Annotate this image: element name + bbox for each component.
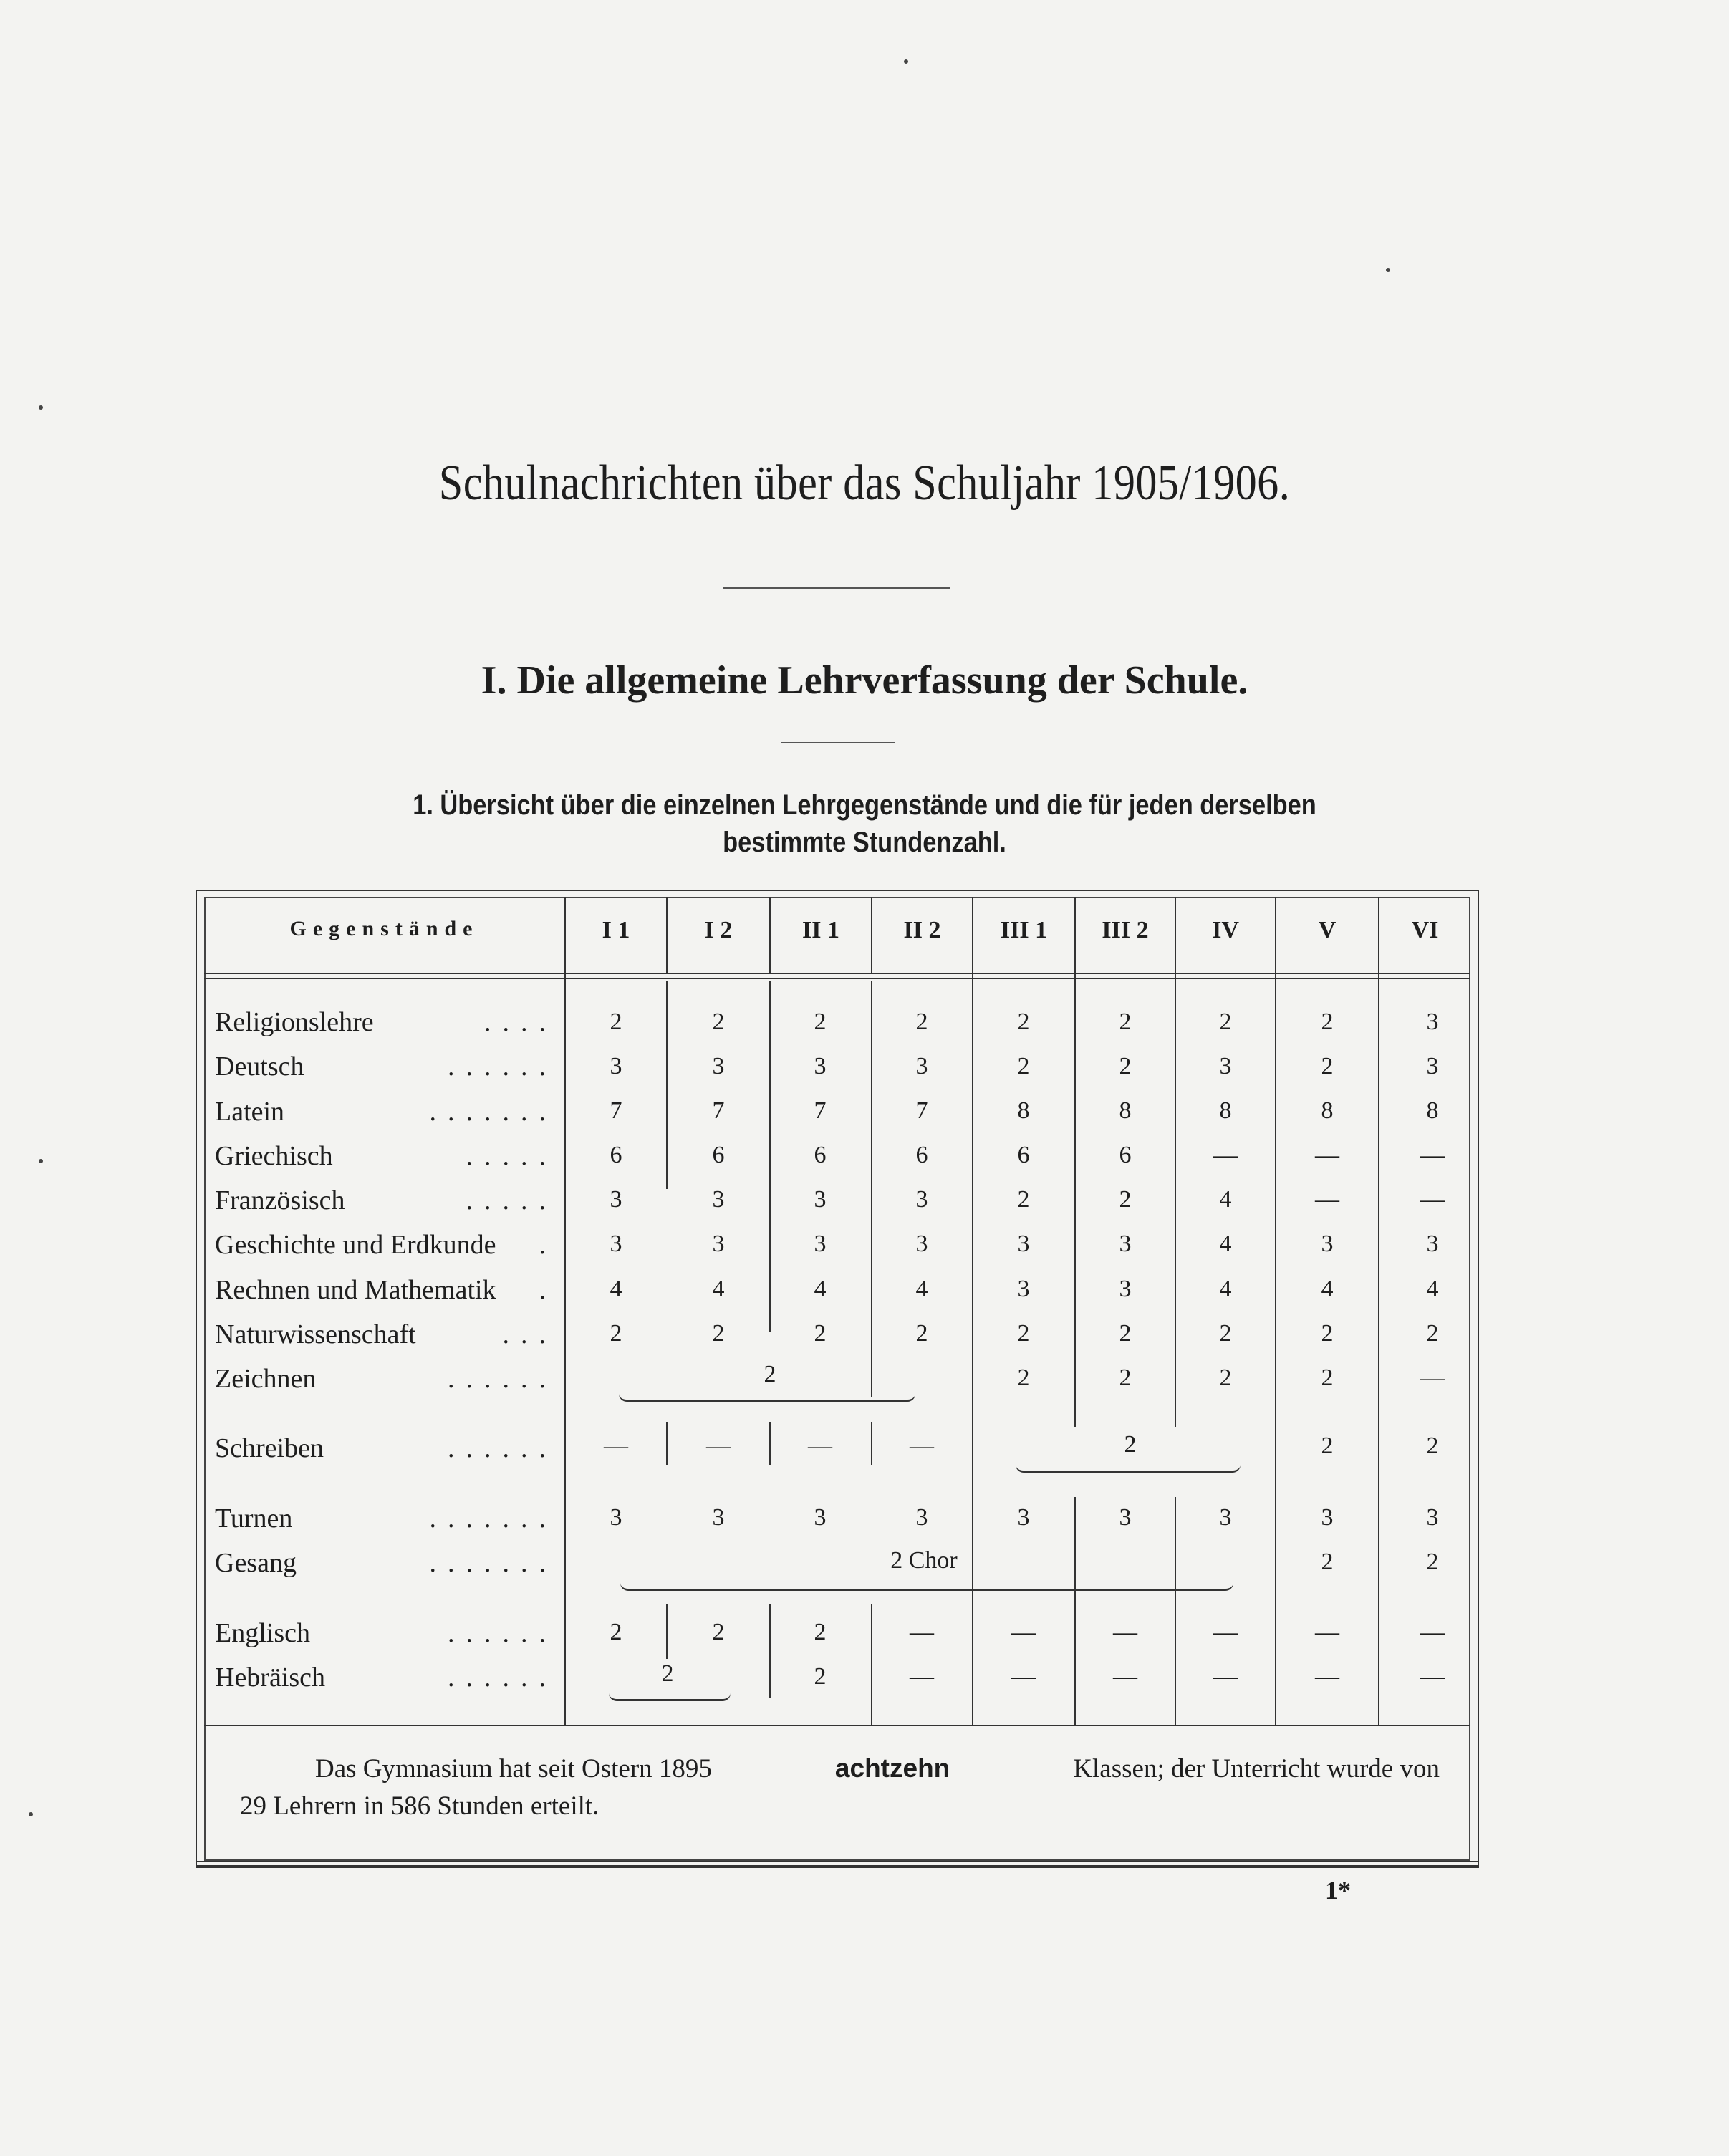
cell: 2 bbox=[814, 1320, 827, 1347]
cell: 3 bbox=[915, 1504, 928, 1531]
cell: 2 bbox=[610, 1320, 622, 1347]
cell: 3 bbox=[1017, 1276, 1030, 1302]
col-divider bbox=[871, 981, 872, 1397]
merge-brace bbox=[620, 1583, 1233, 1591]
cell: 3 bbox=[1321, 1504, 1334, 1531]
cell: 3 bbox=[1119, 1276, 1132, 1302]
cell: 3 bbox=[915, 1186, 928, 1213]
header-col-II1: II 1 bbox=[802, 917, 839, 943]
header-subject: Gegenstände bbox=[289, 917, 479, 940]
header-col-I1: I 1 bbox=[602, 917, 630, 943]
cell: 3 bbox=[610, 1053, 622, 1079]
cell: 2 bbox=[1017, 1320, 1030, 1347]
scan-speck bbox=[1386, 268, 1390, 272]
cell: 2 bbox=[1321, 1549, 1334, 1575]
cell: 2 bbox=[1321, 1009, 1334, 1035]
cell: 3 bbox=[1426, 1504, 1439, 1531]
cell: 3 bbox=[712, 1186, 725, 1213]
cell: — bbox=[1420, 1186, 1445, 1213]
section-divider bbox=[781, 742, 895, 743]
cell: 3 bbox=[1119, 1504, 1132, 1531]
cell: 2 bbox=[1219, 1365, 1232, 1391]
bottom-rule-2 bbox=[196, 1867, 1479, 1868]
cell: 2 bbox=[1321, 1320, 1334, 1347]
cell: 8 bbox=[1426, 1097, 1439, 1124]
row-label-zeichnen: Zeichnen ...... bbox=[215, 1364, 557, 1394]
cell: 6 bbox=[915, 1142, 928, 1168]
row-label-franzoesisch: Französisch ..... bbox=[215, 1185, 557, 1216]
scan-speck bbox=[904, 59, 908, 64]
cell: 7 bbox=[814, 1097, 827, 1124]
row-label-hebraeisch: Hebräisch ...... bbox=[215, 1662, 557, 1693]
cell: 3 bbox=[1017, 1504, 1030, 1531]
cell: 2 bbox=[1119, 1186, 1132, 1213]
cell: 6 bbox=[610, 1142, 622, 1168]
bottom-rule bbox=[196, 1861, 1479, 1862]
cell: 8 bbox=[1219, 1097, 1232, 1124]
col-divider bbox=[1074, 1497, 1076, 1725]
cell: 3 bbox=[814, 1053, 827, 1079]
cell: — bbox=[1113, 1663, 1137, 1690]
cell: — bbox=[1420, 1142, 1445, 1168]
footnote-line-2: 29 Lehrern in 586 Stunden erteilt. bbox=[240, 1791, 599, 1821]
header-col-V: V bbox=[1318, 917, 1337, 943]
row-label-turnen: Turnen ....... bbox=[215, 1503, 557, 1534]
cell: 4 bbox=[1219, 1276, 1232, 1302]
cell: 3 bbox=[610, 1231, 622, 1257]
scan-speck bbox=[39, 405, 43, 410]
cell: 3 bbox=[712, 1053, 725, 1079]
cell: 7 bbox=[915, 1097, 928, 1124]
cell: 8 bbox=[1119, 1097, 1132, 1124]
cell: 3 bbox=[610, 1504, 622, 1531]
cell: — bbox=[1213, 1663, 1238, 1690]
subheading bbox=[121, 786, 1608, 861]
page-title: Schulnachrichten über das Schuljahr 1905/1906. bbox=[438, 456, 1291, 511]
merge-brace bbox=[619, 1394, 915, 1402]
cell: — bbox=[1315, 1142, 1339, 1168]
merged-cell: 2 Chor bbox=[890, 1547, 958, 1574]
cell: 2 bbox=[1321, 1053, 1334, 1079]
cell: 3 bbox=[814, 1186, 827, 1213]
cell: 2 bbox=[1321, 1433, 1334, 1459]
page-number: 1* bbox=[1325, 1876, 1351, 1905]
cell: 3 bbox=[1219, 1504, 1232, 1531]
cell: 2 bbox=[915, 1320, 928, 1347]
cell: 3 bbox=[1426, 1231, 1439, 1257]
cell: — bbox=[1420, 1365, 1445, 1391]
cell: 3 bbox=[610, 1186, 622, 1213]
row-label-deutsch: Deutsch ...... bbox=[215, 1051, 557, 1082]
header-col-IV: IV bbox=[1212, 917, 1239, 943]
merge-brace bbox=[1016, 1465, 1241, 1473]
cell: 4 bbox=[1219, 1231, 1232, 1257]
col-divider bbox=[972, 897, 973, 1725]
cell: — bbox=[706, 1433, 731, 1459]
cell: — bbox=[604, 1433, 628, 1459]
header-separator-2 bbox=[204, 978, 1470, 979]
title-divider bbox=[723, 587, 950, 589]
cell: — bbox=[1420, 1619, 1445, 1645]
cell: 7 bbox=[712, 1097, 725, 1124]
col-divider bbox=[1378, 897, 1379, 1725]
col-divider bbox=[666, 1604, 668, 1659]
cell: 2 bbox=[1119, 1009, 1132, 1035]
row-label-mathematik: Rechnen und Mathematik . bbox=[215, 1275, 557, 1305]
header-col-II2: II 2 bbox=[903, 917, 941, 943]
subheading-line-1: 1. Übersicht über die einzelnen Lehrgegenstände und die für jeden derselben bbox=[413, 789, 1316, 821]
cell: 6 bbox=[712, 1142, 725, 1168]
cell: 4 bbox=[1219, 1186, 1232, 1213]
cell: 2 bbox=[1426, 1320, 1439, 1347]
cell: 8 bbox=[1321, 1097, 1334, 1124]
cell: — bbox=[808, 1433, 832, 1459]
cell: 6 bbox=[814, 1142, 827, 1168]
cell: 3 bbox=[915, 1231, 928, 1257]
col-divider bbox=[1275, 897, 1276, 1725]
cell: — bbox=[1315, 1619, 1339, 1645]
col-divider bbox=[666, 981, 668, 1189]
cell: 2 bbox=[1426, 1549, 1439, 1575]
col-divider bbox=[769, 981, 771, 1332]
cell: 2 bbox=[1017, 1009, 1030, 1035]
cell: — bbox=[1011, 1619, 1036, 1645]
cell: 3 bbox=[1426, 1053, 1439, 1079]
footnote-line-1 bbox=[315, 1753, 1440, 1784]
cell: 2 bbox=[1426, 1433, 1439, 1459]
cell: — bbox=[1213, 1619, 1238, 1645]
footnote-part-2: Klassen; der Unterricht wurde von bbox=[1073, 1754, 1440, 1784]
scan-speck bbox=[29, 1812, 33, 1816]
cell: — bbox=[1113, 1619, 1137, 1645]
header-col-III1: III 1 bbox=[1000, 917, 1048, 943]
cell: — bbox=[1420, 1663, 1445, 1690]
cell: 2 bbox=[610, 1619, 622, 1645]
cell: 8 bbox=[1017, 1097, 1030, 1124]
cell: — bbox=[1011, 1663, 1036, 1690]
cell: — bbox=[1315, 1186, 1339, 1213]
cell: 4 bbox=[915, 1276, 928, 1302]
cell: 2 bbox=[1321, 1365, 1334, 1391]
header-col-III2: III 2 bbox=[1102, 917, 1149, 943]
cell: 2 bbox=[1119, 1365, 1132, 1391]
cell: 2 bbox=[712, 1320, 725, 1347]
cell: 2 bbox=[610, 1009, 622, 1035]
cell: 2 bbox=[814, 1009, 827, 1035]
cell: 2 bbox=[712, 1619, 725, 1645]
scan-speck bbox=[39, 1159, 43, 1163]
section-heading: I. Die allgemeine Lehrverfassung der Schule. bbox=[481, 658, 1248, 703]
cell: 3 bbox=[814, 1231, 827, 1257]
header-col-I2: I 2 bbox=[704, 917, 733, 943]
cell: 2 bbox=[1017, 1186, 1030, 1213]
col-divider bbox=[769, 1422, 771, 1465]
row-label-englisch: Englisch ...... bbox=[215, 1618, 557, 1648]
footnote-part-1: Das Gymnasium hat seit Ostern 1895 bbox=[315, 1754, 712, 1784]
cell: 3 bbox=[712, 1231, 725, 1257]
cell: 4 bbox=[1426, 1276, 1439, 1302]
cell: 2 bbox=[712, 1009, 725, 1035]
col-divider bbox=[769, 1604, 771, 1698]
cell: 7 bbox=[610, 1097, 622, 1124]
row-label-religionslehre: Religionslehre .... bbox=[215, 1007, 557, 1037]
row-label-naturwissenschaft: Naturwissenschaft ... bbox=[215, 1319, 557, 1349]
footnote-bold: achtzehn bbox=[834, 1753, 950, 1783]
col-divider bbox=[1175, 897, 1176, 1427]
cell: 6 bbox=[1119, 1142, 1132, 1168]
merged-cell: 2 bbox=[1124, 1431, 1137, 1458]
cell: 3 bbox=[1219, 1053, 1232, 1079]
cell: 2 bbox=[1119, 1053, 1132, 1079]
cell: — bbox=[910, 1619, 934, 1645]
cell: 2 bbox=[1017, 1053, 1030, 1079]
row-label-geschichte: Geschichte und Erdkunde . bbox=[215, 1230, 557, 1260]
cell: 3 bbox=[915, 1053, 928, 1079]
cell: — bbox=[910, 1663, 934, 1690]
cell: 2 bbox=[814, 1619, 827, 1645]
cell: 2 bbox=[915, 1009, 928, 1035]
col-divider bbox=[1074, 897, 1076, 1427]
cell: 2 bbox=[1119, 1320, 1132, 1347]
col-divider bbox=[871, 1604, 872, 1725]
row-label-schreiben: Schreiben ...... bbox=[215, 1433, 557, 1463]
merged-cell: 2 bbox=[661, 1660, 674, 1687]
body-separator bbox=[204, 1725, 1470, 1726]
row-label-gesang: Gesang ....... bbox=[215, 1548, 557, 1578]
cell: 2 bbox=[1219, 1009, 1232, 1035]
cell: 2 bbox=[814, 1663, 827, 1690]
col-divider bbox=[666, 1422, 668, 1465]
cell: 4 bbox=[610, 1276, 622, 1302]
cell: — bbox=[1315, 1663, 1339, 1690]
row-label-latein: Latein ....... bbox=[215, 1097, 557, 1127]
cell: 3 bbox=[1017, 1231, 1030, 1257]
cell: 6 bbox=[1017, 1142, 1030, 1168]
row-label-griechisch: Griechisch ..... bbox=[215, 1141, 557, 1171]
header-col-VI: VI bbox=[1411, 917, 1439, 943]
cell: 2 bbox=[1219, 1320, 1232, 1347]
cell: 3 bbox=[814, 1504, 827, 1531]
cell: — bbox=[1213, 1142, 1238, 1168]
cell: 4 bbox=[814, 1276, 827, 1302]
cell: 4 bbox=[712, 1276, 725, 1302]
col-divider bbox=[871, 1422, 872, 1465]
cell: 2 bbox=[1017, 1365, 1030, 1391]
merge-brace bbox=[609, 1693, 731, 1701]
header-separator bbox=[204, 973, 1470, 974]
subheading-line-2: bestimmte Stundenzahl. bbox=[723, 827, 1006, 858]
cell: 4 bbox=[1321, 1276, 1334, 1302]
cell: 3 bbox=[1119, 1231, 1132, 1257]
col-divider bbox=[1175, 1497, 1176, 1725]
cell: — bbox=[910, 1433, 934, 1459]
cell: 3 bbox=[712, 1504, 725, 1531]
cell: 3 bbox=[1426, 1009, 1439, 1035]
cell: 3 bbox=[1321, 1231, 1334, 1257]
merged-cell: 2 bbox=[764, 1361, 776, 1387]
